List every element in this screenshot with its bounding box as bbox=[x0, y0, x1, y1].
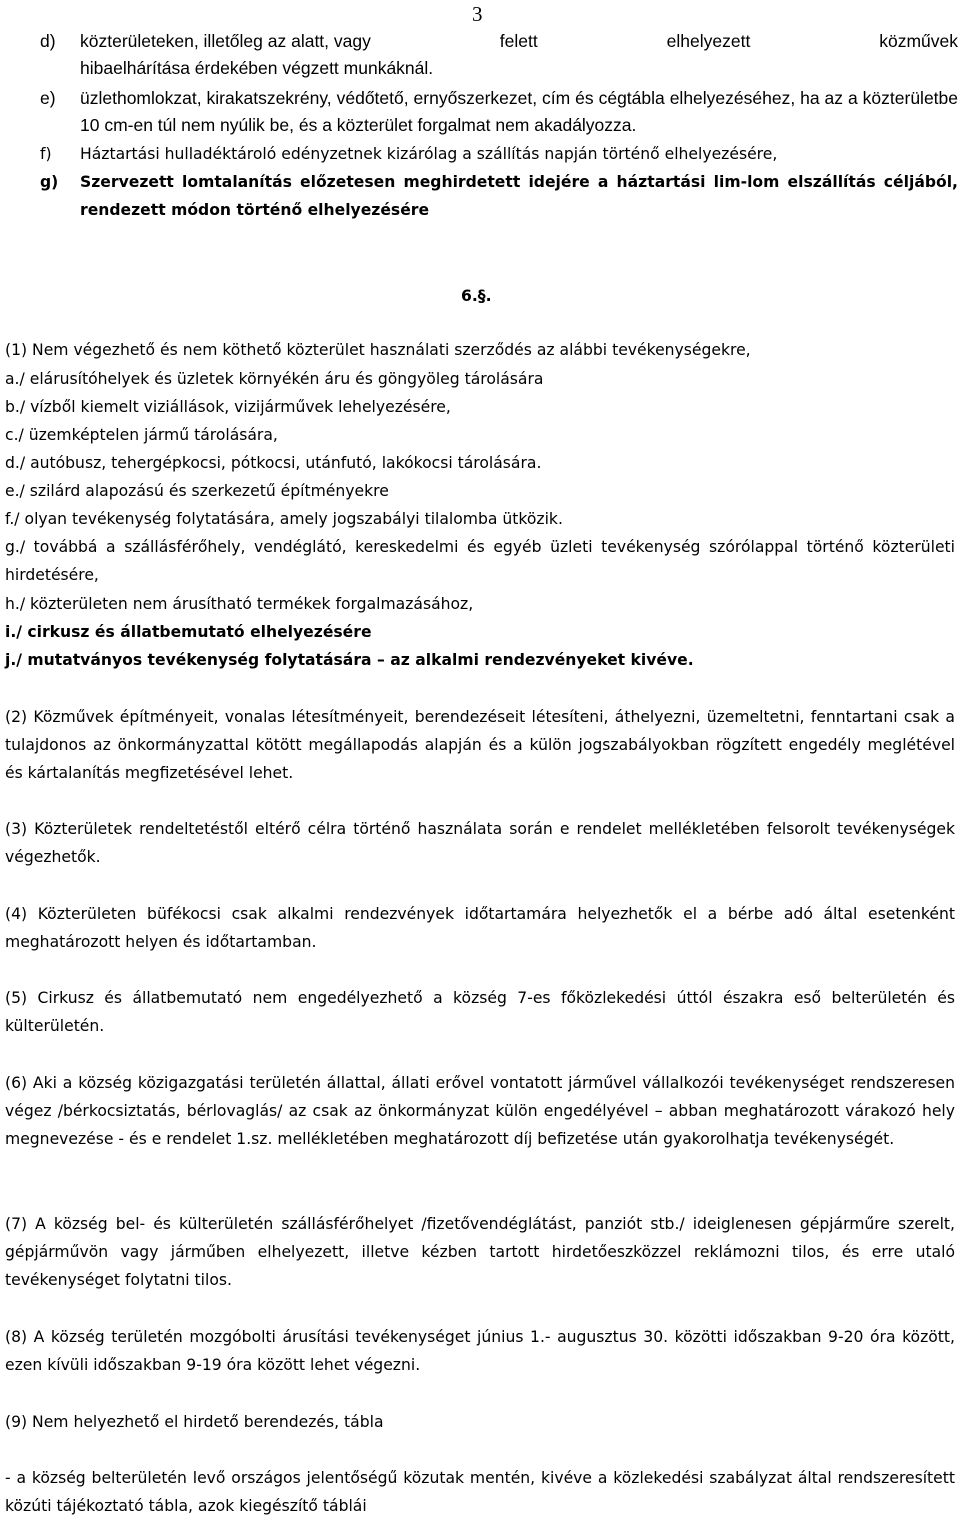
item-label-f: f) bbox=[40, 145, 52, 163]
paragraph-7: (7) A község bel- és külterületén szállásférőhelyet /fizetővendéglátást, panziót stb./ ideiglenesen gépjárműre szerelt, gépjárművön vagy járműben elhelyezett, illetve kézben tartott hirdetőeszközzel reklámozni tilos, és erre utaló tevékenységet folytatni tilos. bbox=[5, 1215, 955, 1289]
page-number: 3 bbox=[472, 2, 483, 26]
para1-intro: (1) Nem végezhető és nem köthető közterület használati szerződés az alábbi tevékenységekre, bbox=[5, 341, 751, 359]
item-d-word: közterületeken, illetőleg az alatt, vagy bbox=[80, 31, 371, 51]
para1-item-i: i./ cirkusz és állatbemutató elhelyezésére bbox=[5, 623, 372, 641]
paragraph-10: - a község belterületén levő országos jelentőségű közutak mentén, kivéve a közlekedési szabályzat által rendszeresített közúti tájékoztató tábla, azok kiegészítő táblái bbox=[5, 1469, 955, 1515]
item-d-word: közművek bbox=[879, 31, 958, 51]
item-label-e: e) bbox=[40, 88, 56, 108]
para1-item-g: g./ továbbá a szállásférőhely, vendéglátó, kereskedelmi és egyéb üzleti tevékenység szórólappal történő közterületi hirdetésére, bbox=[5, 538, 955, 584]
item-label-g: g) bbox=[40, 173, 59, 191]
list-item-f bbox=[40, 141, 958, 169]
para1-list-item: a./ elárusítóhelyek és üzletek környékén áru és göngyöleg tárolására bbox=[5, 370, 544, 388]
item-d-line-2: hibaelhárítása érdekében végzett munkáknál. bbox=[80, 58, 434, 78]
paragraph-3: (3) Közterületek rendeltetéstől eltérő célra történő használata során e rendelet mellékletében felsorolt tevékenységek végezhetők. bbox=[5, 820, 955, 866]
list-item-g bbox=[40, 169, 958, 225]
item-d-line-1 bbox=[80, 28, 958, 55]
para1-list-item: c./ üzemképtelen jármű tárolására, bbox=[5, 426, 278, 444]
para1-list-item: d./ autóbusz, tehergépkocsi, pótkocsi, utánfutó, lakókocsi tárolására. bbox=[5, 454, 542, 472]
item-text-e: üzlethomlokzat, kirakatszekrény, védőtető, ernyőszerkezet, cím és cégtábla elhelyezéséhez, ha az a közterületbe 10 cm-en túl nem nyúlik be, és a közterület forgalmat nem akadályozza. bbox=[80, 88, 958, 135]
item-d-word: elhelyezett bbox=[666, 31, 751, 51]
item-d-word: felett bbox=[499, 31, 538, 51]
paragraph-4: (4) Közterületen büfékocsi csak alkalmi rendezvények időtartamára helyezhetők el a bérbe adó által esetenként meghatározott helyen és időtartamban. bbox=[5, 905, 955, 951]
para1-list-item: f./ olyan tevékenység folytatására, amely jogszabályi tilalomba ütközik. bbox=[5, 510, 563, 528]
paragraph-5: (5) Cirkusz és állatbemutató nem engedélyezhető a község 7-es főközlekedési úttól északra eső belterületén és külterületén. bbox=[5, 989, 955, 1035]
para1-item-j: j./ mutatványos tevékenység folytatására – az alkalmi rendezvényeket kivéve. bbox=[5, 651, 694, 669]
item-label-d: d) bbox=[40, 31, 56, 51]
paragraph-8: (8) A község területén mozgóbolti árusítási tevékenységet június 1.- augusztus 30. közötti időszakban 9-20 óra között, ezen kívüli időszakban 9-19 óra között lehet végezni. bbox=[5, 1328, 955, 1374]
list-item-d bbox=[40, 28, 958, 82]
item-text-g: Szervezett lomtalanítás előzetesen meghirdetett idejére a háztartási lim-lom elszállítás céljából, rendezett módon történő elhelyezésére bbox=[80, 173, 958, 219]
section-heading: 6.§. bbox=[461, 287, 492, 305]
para1-list-item: e./ szilárd alapozású és szerkezetű építményekre bbox=[5, 482, 389, 500]
paragraph-6: (6) Aki a község közigazgatási területén állattal, állati erővel vontatott járművel vállalkozói tevékenységet rendszeresen végez /bérkocsiztatás, bérlovaglás/ az csak az önkormányzat külön engedélyével – abban meghatározott várakozó hely megnevezése - és e rendelet 1.sz. mellékletében meghatározott díj befizetése után gyakorolhatja tevékenységét. bbox=[5, 1074, 955, 1148]
paragraph-2: (2) Közművek építményeit, vonalas létesítményeit, berendezéseit létesíteni, áthelyezni, üzemeltetni, fenntartani csak a tulajdonos az önkormányzattal kötött megállapodás alapján és a külön jogszabályokban rögzített engedély meglétével és kártalanítás megfizetésével lehet. bbox=[5, 708, 955, 782]
paragraph-9: (9) Nem helyezhető el hirdető berendezés, tábla bbox=[5, 1413, 384, 1431]
list-item-e bbox=[40, 85, 958, 139]
para1-item-h: h./ közterületen nem árusítható termékek forgalmazásához, bbox=[5, 595, 474, 613]
item-text-f: Háztartási hulladéktároló edényzetnek kizárólag a szállítás napján történő elhelyezésére, bbox=[80, 145, 778, 163]
para1-list-item: b./ vízből kiemelt viziállások, vizijárművek lehelyezésére, bbox=[5, 398, 451, 416]
